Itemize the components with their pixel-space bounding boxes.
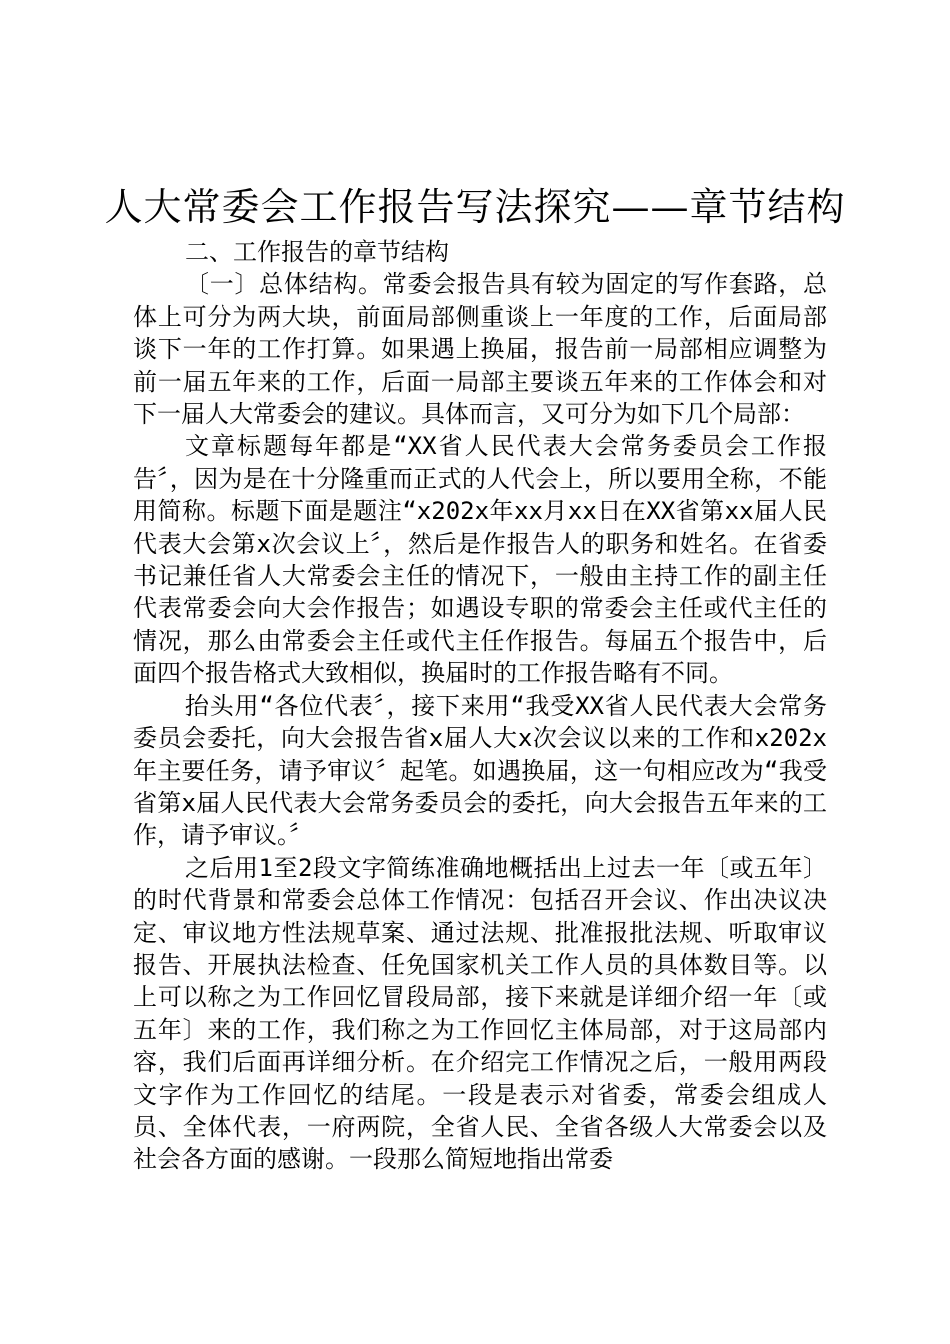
body-paragraph: 之后用1至2段文字简练准确地概括出上过去一年〔或五年〕的时代背景和常委会总体工作情况：包括召开会议、作出决议决定、审议地方性法规草案、通过法规、批准报批法规、听取审议报告、开展执法检查、任免国家机关工作人员的具体数目等。以上可以称之为工作回忆冒段局部，接下来就是详细介绍一年〔或五年〕来的工作，我们称之为工作回忆主体局部，对于这局部内容，我们后面再详细分析。在介绍完工作情况之后，一般用两段文字作为工作回忆的结尾。一段是表示对省委，常委会组成人员、全体代表，一府两院，全省人民、全省各级人大常委会以及社会各方面的感谢。一段那么简短地指出常委: [133, 853, 827, 1174]
section-heading: 二、工作报告的章节结构: [185, 238, 449, 266]
body-paragraph: 文章标题每年都是“XX省人民代表大会常务委员会工作报告〞，因为是在十分隆重而正式的人代会上，所以要用全称，不能用简称。标题下面是题注“x202x年xx月xx日在XX省第xx届人民代表大会第x次会议上〞，然后是作报告人的职务和姓名。在省委书记兼任省人大常委会主任的情况下，一般由主持工作的副主任代表常委会向大会作报告；如遇设专职的常委会主任或代主任的情况，那么由常委会主任或代主任作报告。每届五个报告中，后面四个报告格式大致相似，换届时的工作报告略有不同。: [133, 432, 827, 688]
document-body: [133, 236, 827, 1176]
body-paragraph: 〔一〕总体结构。常委会报告具有较为固定的写作套路，总体上可分为两大块，前面局部侧重谈上一年度的工作，后面局部谈下一年的工作打算。如果遇上换届，报告前一局部相应调整为前一届五年来的工作，后面一局部主要谈五年来的工作体会和对下一届人大常委会的建议。具体而言，又可分为如下几个局部：: [133, 270, 827, 429]
body-paragraph: 抬头用“各位代表〞，接下来用“我受XX省人民代表大会常务委员会委托，向大会报告省x届人大x次会议以来的工作和x202x年主要任务，请予审议〞起笔。如遇换届，这一句相应改为“我受省第x届人民代表大会常务委员会的委托，向大会报告五年来的工作，请予审议。〞: [133, 691, 827, 850]
document-title: 人大常委会工作报告写法探究——章节结构: [104, 185, 846, 229]
